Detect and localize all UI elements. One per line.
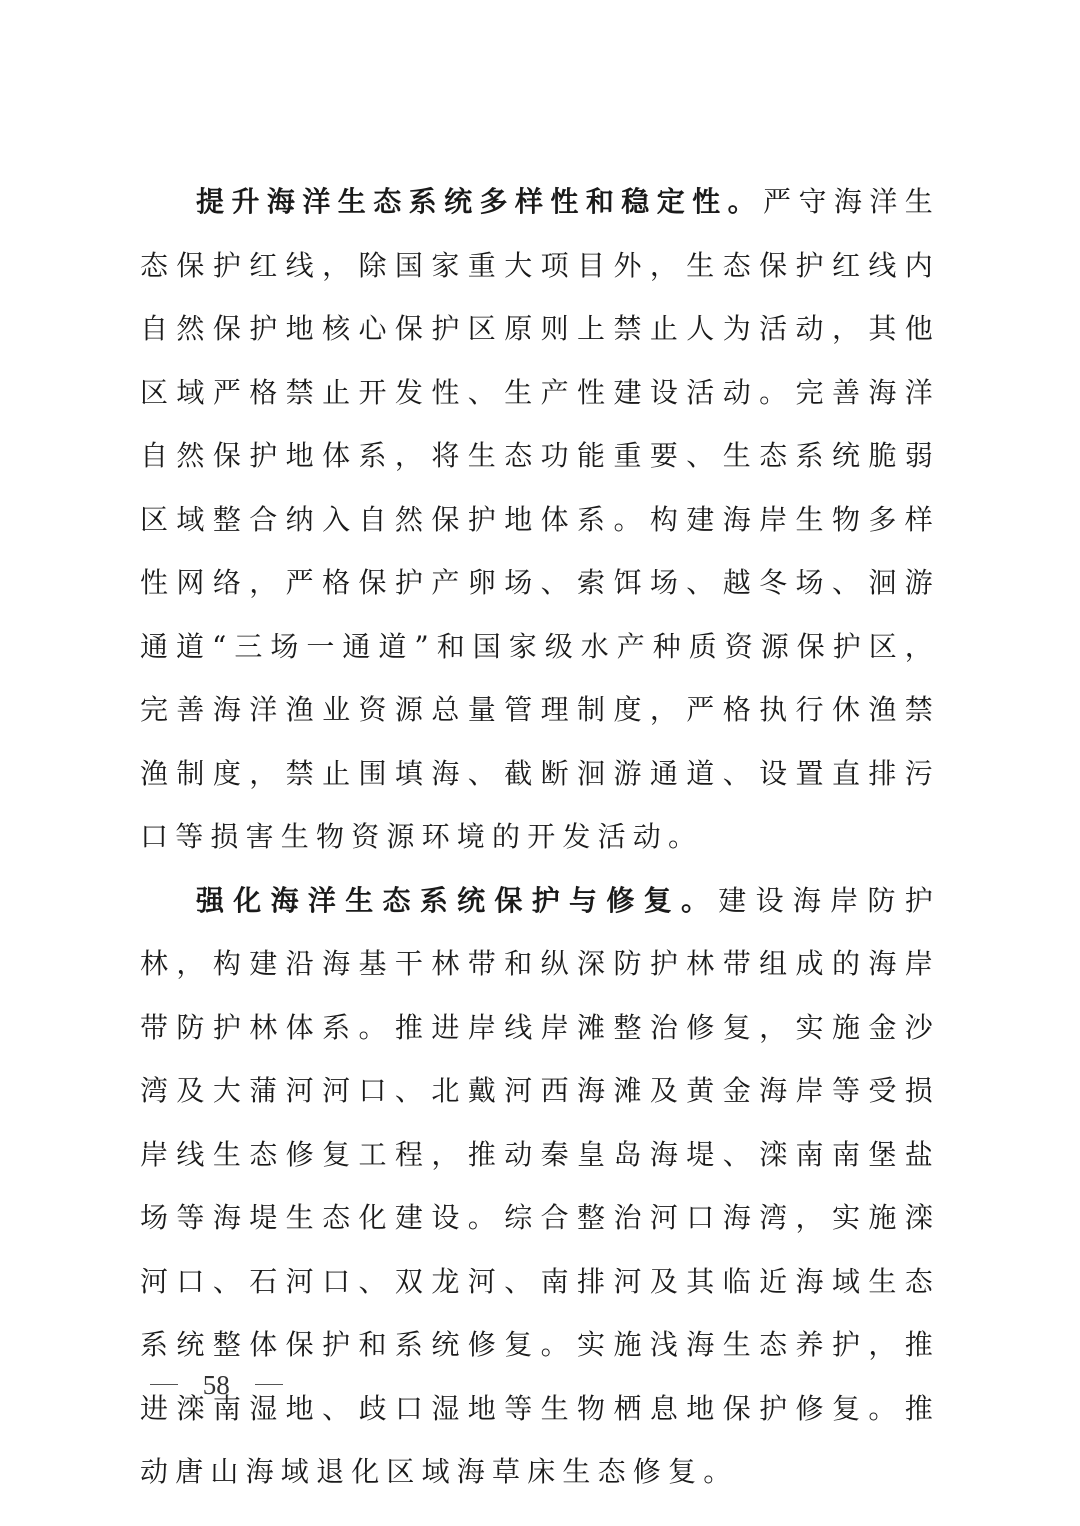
footer-dash-left <box>150 1384 178 1385</box>
footer-dash-right <box>255 1384 283 1385</box>
body-text <box>140 170 940 1504</box>
paragraph-heading: 强化海洋生态系统保护与修复。 <box>196 883 719 917</box>
page-number: 58 <box>202 1369 230 1400</box>
paragraph-biodiversity <box>140 170 940 869</box>
paragraph-body: 严守海洋生态保护红线，除国家重大项目外，生态保护红线内自然保护地核心保护区原则上禁止人为活动，其他区域严格禁止开发性、生产性建设活动。完善海洋自然保护地体系，将生态功能重要、生态系统脆弱区域整合纳入自然保护地体系。构建海岸生物多样性网络，严格保护产卵场、索饵场、越冬场、洄游通道“三场一通道”和国家级水产种质资源保护区，完善海洋渔业资源总量管理制度，严格执行休渔禁渔制度，禁止围填海、截断洄游通道、设置直排污口等损害生物资源环境的开发活动。 <box>140 185 940 853</box>
page-footer <box>150 1362 283 1405</box>
paragraph-restoration <box>140 869 940 1504</box>
paragraph-body: 建设海岸防护林，构建沿海基干林带和纵深防护林带组成的海岸带防护林体系。推进岸线岸滩整治修复，实施金沙湾及大蒲河河口、北戴河西海滩及黄金海岸等受损岸线生态修复工程，推动秦皇岛海堤、滦南南堡盐场等海堤生态化建设。综合整治河口海湾，实施滦河口、石河口、双龙河、南排河及其临近海域生态系统整体保护和系统修复。实施浅海生态养护，推进滦南湿地、歧口湿地等生物栖息地保护修复。推动唐山海域退化区域海草床生态修复。 <box>140 883 940 1488</box>
paragraph-heading: 提升海洋生态系统多样性和稳定性。 <box>196 185 764 218</box>
